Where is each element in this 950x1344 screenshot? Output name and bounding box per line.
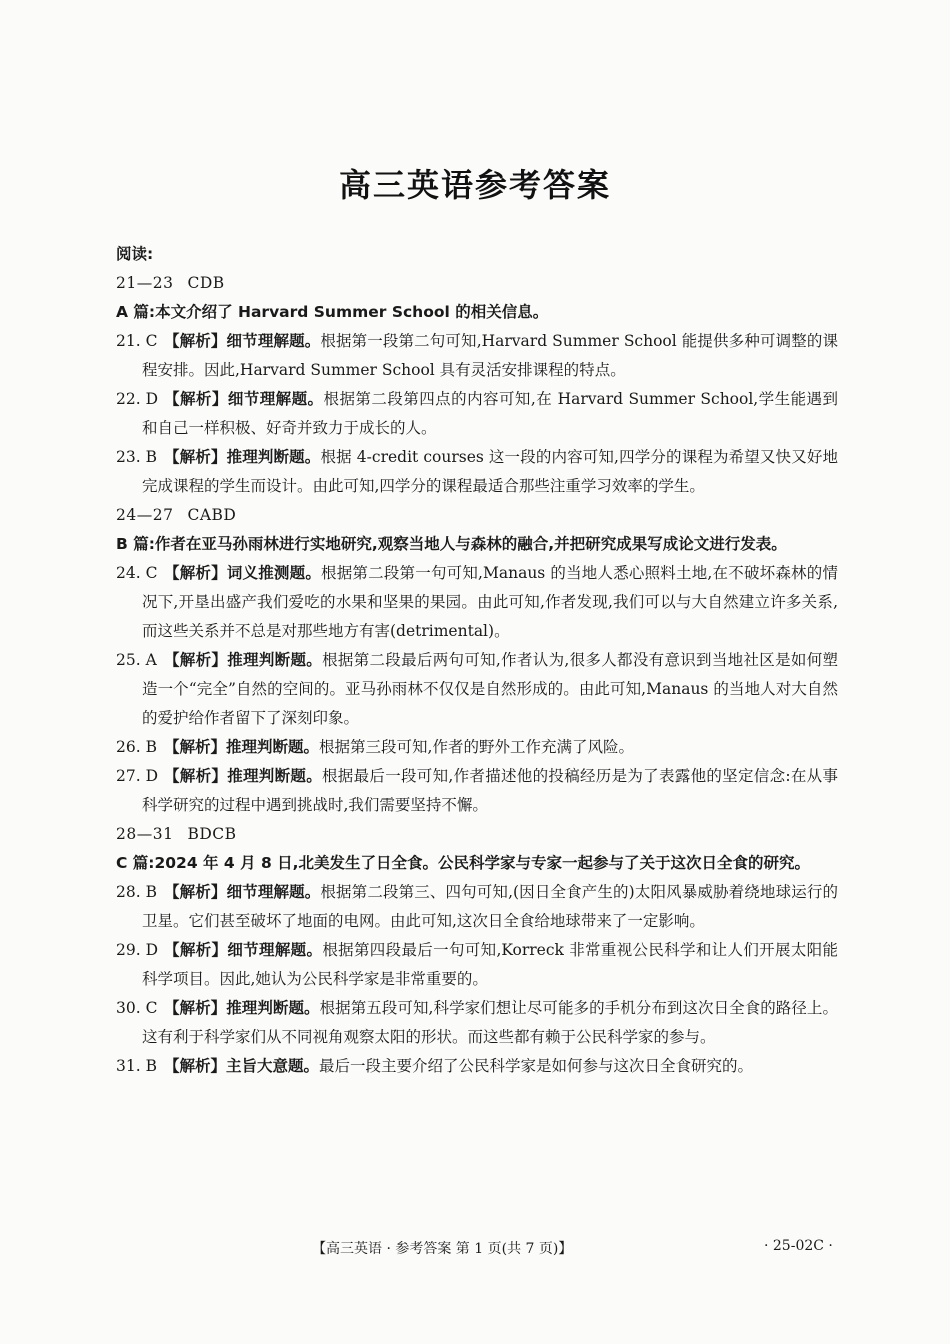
item-number: 28. B xyxy=(116,883,157,901)
item-number: 23. B xyxy=(116,448,157,466)
question-type: 推理判断题。 xyxy=(226,738,320,756)
analysis-tag: 【解析】 xyxy=(164,448,227,466)
answer-item xyxy=(116,762,838,820)
item-explanation: 根据第四段最后一句可知,Korreck 非常重视公民科学和让人们开展太阳能科学项目。因此,她认为公民科学家是非常重要的。 xyxy=(142,941,838,988)
answer-group-b xyxy=(116,501,838,820)
item-number: 26. B xyxy=(116,738,157,756)
answer-group-c xyxy=(116,820,838,1081)
analysis-tag: 【解析】 xyxy=(164,1057,227,1075)
analysis-tag: 【解析】 xyxy=(164,651,228,669)
question-type: 细节理解题。 xyxy=(226,332,321,350)
item-number: 27. D xyxy=(116,767,159,785)
item-explanation: 根据第二段第四点的内容可知,在 Harvard Summer School,学生能遇到和自己一样积极、好奇并致力于成长的人。 xyxy=(142,390,838,437)
answer-group-a xyxy=(116,269,838,501)
passage-summary: B 篇:作者在亚马孙雨林进行实地研究,观察当地人与森林的融合,并把研究成果写成论文进行发表。 xyxy=(116,535,787,553)
question-range: 24—27 xyxy=(116,506,174,524)
question-range: 21—23 xyxy=(116,274,174,292)
analysis-tag: 【解析】 xyxy=(164,883,227,901)
question-type: 推理判断题。 xyxy=(227,767,322,785)
section-label: 阅读: xyxy=(116,245,154,263)
answer-item xyxy=(116,994,838,1052)
passage-summary: A 篇:本文介绍了 Harvard Summer School 的相关信息。 xyxy=(116,303,549,321)
item-explanation: 根据第二段最后两句可知,作者认为,很多人都没有意识到当地社区是如何塑造一个“完全”自然的空间的。亚马孙雨林不仅仅是自然形成的。由此可知,Manaus 的当地人对大自然的爱护给作者留下了深刻印象。 xyxy=(142,651,838,727)
analysis-tag: 【解析】 xyxy=(164,390,228,408)
answer-item xyxy=(116,936,838,994)
analysis-tag: 【解析】 xyxy=(164,941,228,959)
item-explanation: 根据第一段第二句可知,Harvard Summer School 能提供多种可调整的课程安排。因此,Harvard Summer School 具有灵活安排课程的特点。 xyxy=(142,332,838,379)
item-number: 31. B xyxy=(116,1057,157,1075)
page-title: 高三英语参考答案 xyxy=(338,166,611,204)
question-type: 主旨大意题。 xyxy=(226,1057,320,1075)
analysis-tag: 【解析】 xyxy=(164,767,228,785)
answer-key: CABD xyxy=(187,506,237,524)
answer-item xyxy=(116,327,838,385)
answer-item xyxy=(116,385,838,443)
item-number: 22. D xyxy=(116,390,159,408)
item-number: 24. C xyxy=(116,564,158,582)
item-number: 29. D xyxy=(116,941,159,959)
item-explanation: 根据第三段可知,作者的野外工作充满了风险。 xyxy=(319,738,634,756)
answer-item xyxy=(116,646,838,733)
question-type: 推理判断题。 xyxy=(226,448,321,466)
item-explanation: 根据第二段第三、四句可知,(因日全食产生的)太阳风暴威胁着绕地球运行的卫星。它们甚至破坏了地面的电网。由此可知,这次日全食给地球带来了一定影响。 xyxy=(142,883,838,930)
passage-summary: C 篇:2024 年 4 月 8 日,北美发生了日全食。公民科学家与专家一起参与了关于这次日全食的研究。 xyxy=(116,854,811,872)
answer-item xyxy=(116,443,838,501)
answer-content xyxy=(116,240,838,1081)
question-type: 词义推测题。 xyxy=(226,564,322,582)
item-number: 25. A xyxy=(116,651,157,669)
answer-key: BDCB xyxy=(187,825,237,843)
item-number: 30. C xyxy=(116,999,158,1017)
question-type: 细节理解题。 xyxy=(227,390,324,408)
analysis-tag: 【解析】 xyxy=(164,999,227,1017)
question-type: 推理判断题。 xyxy=(226,999,320,1017)
answer-range-row xyxy=(116,820,838,849)
question-type: 细节理解题。 xyxy=(227,941,323,959)
answer-item xyxy=(116,559,838,646)
footer-page-info: 【高三英语 · 参考答案 第 1 页(共 7 页)】 xyxy=(312,1241,573,1257)
item-explanation: 根据第五段可知,科学家们想让尽可能多的手机分布到这次日全食的路径上。这有利于科学家们从不同视角观察太阳的形状。而这些都有赖于公民科学家的参与。 xyxy=(142,999,838,1046)
item-explanation: 最后一段主要介绍了公民科学家是如何参与这次日全食研究的。 xyxy=(319,1057,754,1075)
question-range: 28—31 xyxy=(116,825,174,843)
answer-range-row xyxy=(116,269,838,298)
item-number: 21. C xyxy=(116,332,158,350)
question-type: 推理判断题。 xyxy=(227,651,323,669)
footer-code: · 25-02C · xyxy=(764,1238,833,1254)
item-explanation: 根据最后一段可知,作者描述他的投稿经历是为了表露他的坚定信念:在从事科学研究的过程中遇到挑战时,我们需要坚持不懈。 xyxy=(142,767,838,814)
answer-item xyxy=(116,733,838,762)
item-explanation: 根据第二段第一句可知,Manaus 的当地人悉心照料土地,在不破坏森林的情况下,开垦出盛产我们爱吃的水果和坚果的果园。由此可知,作者发现,我们可以与大自然建立许多关系,而这些关系并不总是对那些地方有害(detrimental)。 xyxy=(142,564,838,640)
answer-item xyxy=(116,878,838,936)
analysis-tag: 【解析】 xyxy=(164,738,227,756)
answer-range-row xyxy=(116,501,838,530)
question-type: 细节理解题。 xyxy=(226,883,321,901)
analysis-tag: 【解析】 xyxy=(164,564,227,582)
item-explanation: 根据 4-credit courses 这一段的内容可知,四学分的课程为希望又快又好地完成课程的学生而设计。由此可知,四学分的课程最适合那些注重学习效率的学生。 xyxy=(142,448,838,495)
analysis-tag: 【解析】 xyxy=(164,332,227,350)
answer-item xyxy=(116,1052,838,1081)
answer-key: CDB xyxy=(187,274,225,292)
